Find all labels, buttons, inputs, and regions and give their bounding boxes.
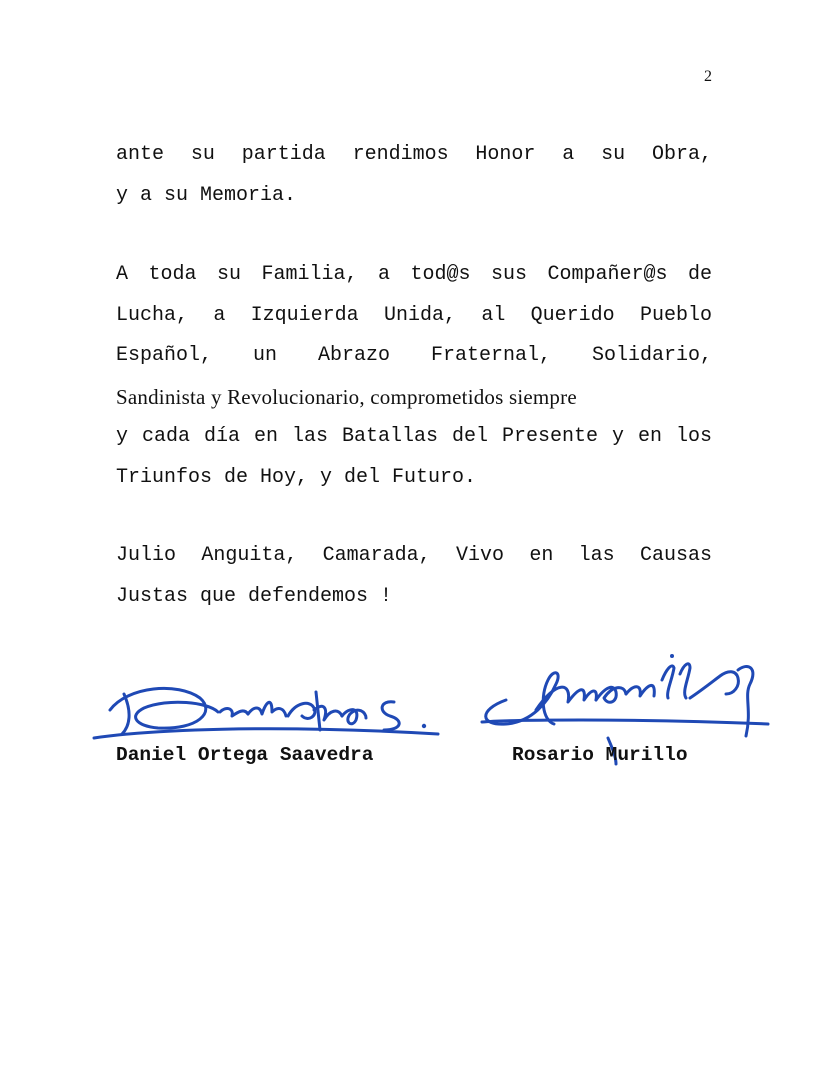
paragraph-1 xyxy=(116,135,712,216)
text-line: Julio Anguita, Camarada, Vivo en las Causas xyxy=(116,544,712,567)
signature-daniel-ortega xyxy=(88,672,448,752)
paragraph-2 xyxy=(116,255,712,498)
text-line: Español, un Abrazo Fraternal, Solidario, xyxy=(116,344,712,367)
text-line: ante su partida rendimos Honor a su Obra, xyxy=(116,143,712,166)
text-line: Triunfos de Hoy, y del Futuro. xyxy=(116,465,477,489)
text-line: Lucha, a Izquierda Unida, al Querido Pueblo xyxy=(116,303,712,327)
signatory-name-daniel-ortega: Daniel Ortega Saavedra xyxy=(116,744,374,766)
text-line: Sandinista y Revolucionario, comprometidos siempre xyxy=(116,384,577,409)
text-line: y cada día en las Batallas del Presente y en los xyxy=(116,425,712,448)
page-number: 2 xyxy=(704,68,712,85)
text-line: A toda su Familia, a tod@s sus Compañer@s de xyxy=(116,263,712,286)
signatory-name-rosario-murillo: Rosario Murillo xyxy=(512,744,688,766)
text-line: Justas que defendemos ! xyxy=(116,584,393,608)
paragraph-3 xyxy=(116,536,712,617)
text-line: y a su Memoria. xyxy=(116,183,297,207)
